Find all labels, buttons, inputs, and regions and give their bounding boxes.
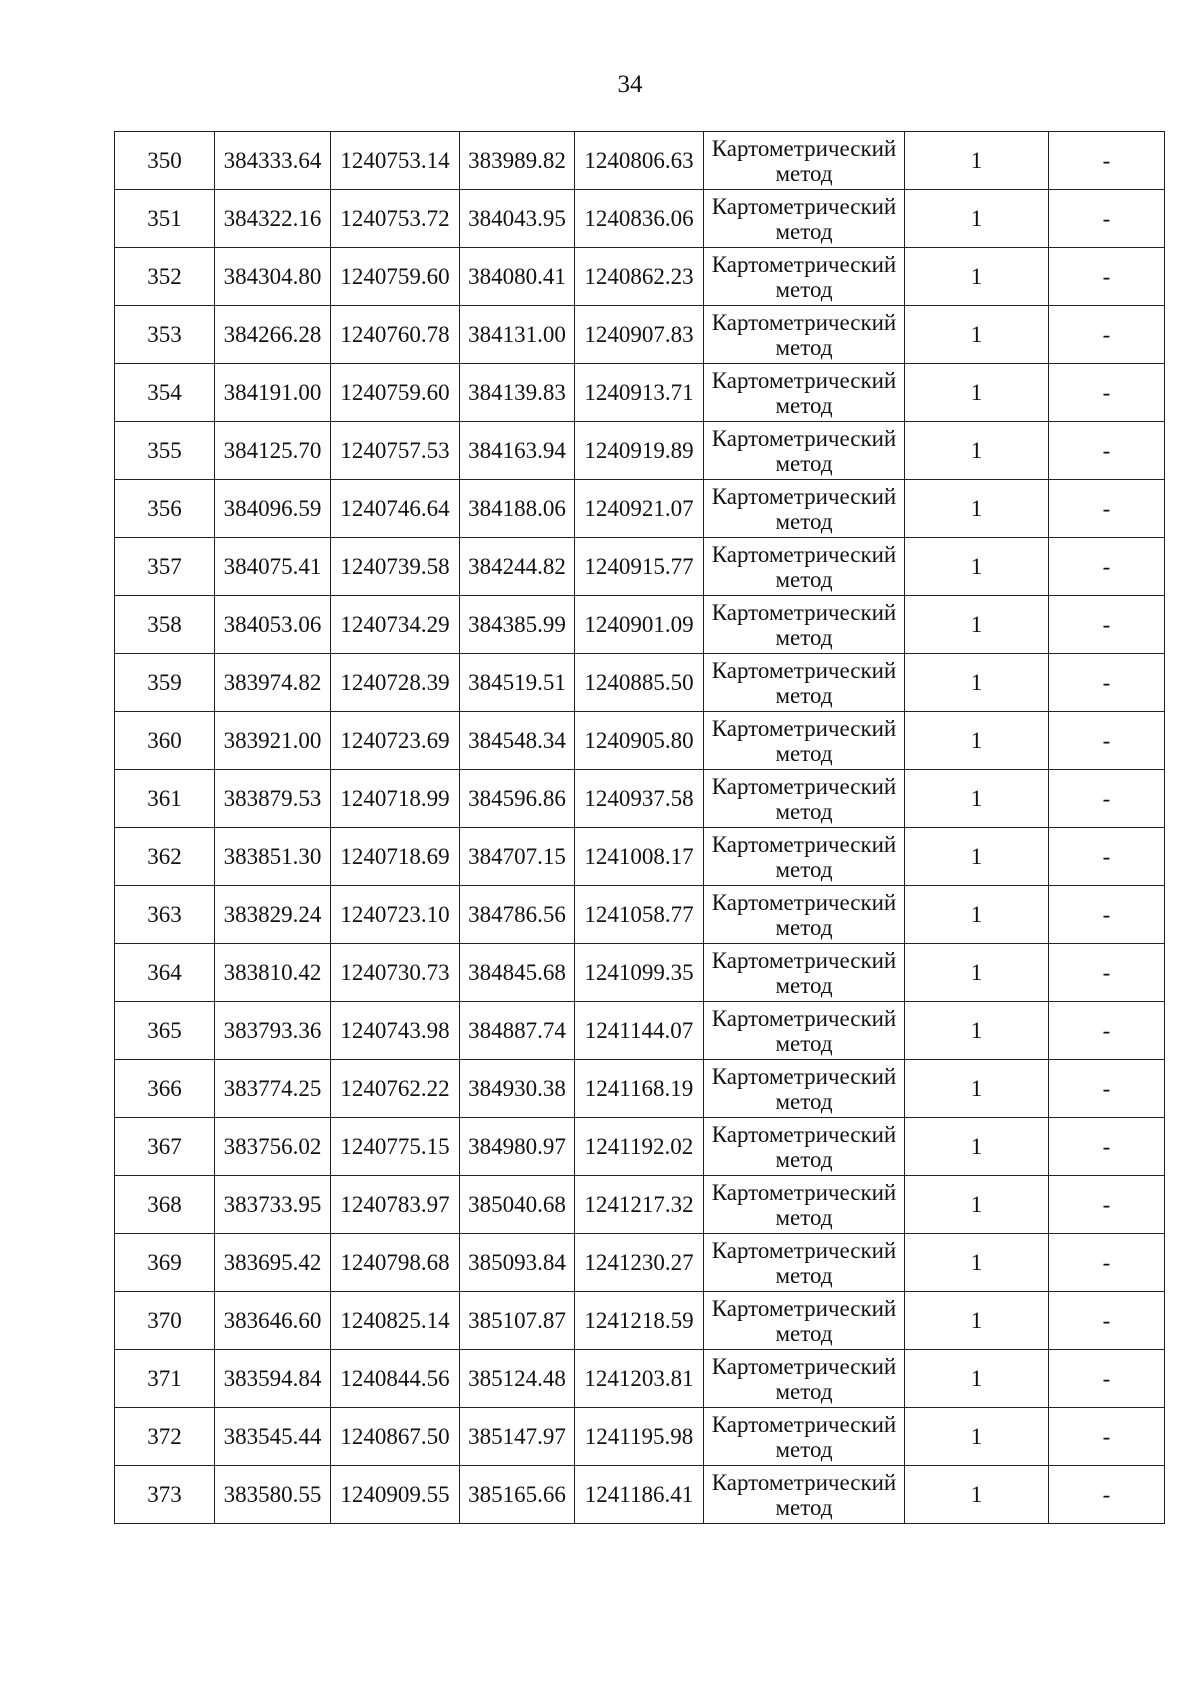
table-row xyxy=(115,422,1165,480)
y-new-cell: 1241144.07 xyxy=(575,1002,704,1060)
method-line-1: Картометрический xyxy=(711,715,897,741)
y-existing-cell: 1240759.60 xyxy=(331,364,460,422)
x-new-cell: 384131.00 xyxy=(460,306,575,364)
table-row xyxy=(115,1176,1165,1234)
accuracy-cell: 1 xyxy=(905,132,1049,190)
accuracy-cell: 1 xyxy=(905,538,1049,596)
method-line-2: метод xyxy=(775,914,833,940)
method-cell xyxy=(704,306,905,364)
x-existing-cell: 384053.06 xyxy=(215,596,331,654)
point-number-cell: 358 xyxy=(115,596,215,654)
x-new-cell: 384980.97 xyxy=(460,1118,575,1176)
method-line-2: метод xyxy=(775,1436,833,1462)
y-existing-cell: 1240759.60 xyxy=(331,248,460,306)
method-line-2: метод xyxy=(775,1378,833,1404)
method-line-2: метод xyxy=(775,1320,833,1346)
method-cell xyxy=(704,1408,905,1466)
y-new-cell: 1241218.59 xyxy=(575,1292,704,1350)
method-line-1: Картометрический xyxy=(711,541,897,567)
y-existing-cell: 1240718.69 xyxy=(331,828,460,886)
point-number-cell: 373 xyxy=(115,1466,215,1524)
x-new-cell: 384139.83 xyxy=(460,364,575,422)
method-cell xyxy=(704,886,905,944)
method-line-1: Картометрический xyxy=(711,1005,897,1031)
x-existing-cell: 383695.42 xyxy=(215,1234,331,1292)
accuracy-cell: 1 xyxy=(905,1350,1049,1408)
x-new-cell: 384188.06 xyxy=(460,480,575,538)
table-row xyxy=(115,944,1165,1002)
x-new-cell: 383989.82 xyxy=(460,132,575,190)
y-existing-cell: 1240783.97 xyxy=(331,1176,460,1234)
x-new-cell: 384845.68 xyxy=(460,944,575,1002)
y-new-cell: 1240919.89 xyxy=(575,422,704,480)
method-cell xyxy=(704,1176,905,1234)
method-line-2: метод xyxy=(775,508,833,534)
x-existing-cell: 383580.55 xyxy=(215,1466,331,1524)
coordinates-table xyxy=(114,131,1165,1524)
note-cell: - xyxy=(1049,248,1165,306)
point-number-cell: 357 xyxy=(115,538,215,596)
table-row xyxy=(115,248,1165,306)
point-number-cell: 367 xyxy=(115,1118,215,1176)
method-cell xyxy=(704,538,905,596)
method-cell xyxy=(704,1060,905,1118)
y-existing-cell: 1240909.55 xyxy=(331,1466,460,1524)
note-cell: - xyxy=(1049,828,1165,886)
point-number-cell: 363 xyxy=(115,886,215,944)
y-existing-cell: 1240746.64 xyxy=(331,480,460,538)
point-number-cell: 360 xyxy=(115,712,215,770)
table-row xyxy=(115,190,1165,248)
x-new-cell: 384519.51 xyxy=(460,654,575,712)
method-cell xyxy=(704,1234,905,1292)
accuracy-cell: 1 xyxy=(905,596,1049,654)
note-cell: - xyxy=(1049,1350,1165,1408)
note-cell: - xyxy=(1049,770,1165,828)
method-line-1: Картометрический xyxy=(711,947,897,973)
y-existing-cell: 1240753.72 xyxy=(331,190,460,248)
table-row xyxy=(115,1060,1165,1118)
method-cell xyxy=(704,1002,905,1060)
x-new-cell: 384163.94 xyxy=(460,422,575,480)
y-new-cell: 1241230.27 xyxy=(575,1234,704,1292)
x-new-cell: 384930.38 xyxy=(460,1060,575,1118)
table-row xyxy=(115,1002,1165,1060)
x-existing-cell: 383733.95 xyxy=(215,1176,331,1234)
note-cell: - xyxy=(1049,422,1165,480)
x-new-cell: 384887.74 xyxy=(460,1002,575,1060)
y-existing-cell: 1240734.29 xyxy=(331,596,460,654)
note-cell: - xyxy=(1049,1176,1165,1234)
y-existing-cell: 1240723.10 xyxy=(331,886,460,944)
y-new-cell: 1240885.50 xyxy=(575,654,704,712)
y-new-cell: 1240937.58 xyxy=(575,770,704,828)
accuracy-cell: 1 xyxy=(905,1292,1049,1350)
x-existing-cell: 383756.02 xyxy=(215,1118,331,1176)
method-line-2: метод xyxy=(775,1030,833,1056)
y-existing-cell: 1240844.56 xyxy=(331,1350,460,1408)
method-line-2: метод xyxy=(775,450,833,476)
accuracy-cell: 1 xyxy=(905,190,1049,248)
point-number-cell: 365 xyxy=(115,1002,215,1060)
note-cell: - xyxy=(1049,132,1165,190)
note-cell: - xyxy=(1049,1118,1165,1176)
method-line-1: Картометрический xyxy=(711,889,897,915)
x-existing-cell: 383810.42 xyxy=(215,944,331,1002)
x-existing-cell: 383851.30 xyxy=(215,828,331,886)
point-number-cell: 355 xyxy=(115,422,215,480)
method-line-1: Картометрический xyxy=(711,1121,897,1147)
note-cell: - xyxy=(1049,654,1165,712)
point-number-cell: 364 xyxy=(115,944,215,1002)
accuracy-cell: 1 xyxy=(905,422,1049,480)
note-cell: - xyxy=(1049,1002,1165,1060)
y-new-cell: 1240905.80 xyxy=(575,712,704,770)
y-new-cell: 1240901.09 xyxy=(575,596,704,654)
method-line-2: метод xyxy=(775,566,833,592)
note-cell: - xyxy=(1049,480,1165,538)
point-number-cell: 353 xyxy=(115,306,215,364)
x-new-cell: 385107.87 xyxy=(460,1292,575,1350)
x-existing-cell: 384191.00 xyxy=(215,364,331,422)
x-existing-cell: 383974.82 xyxy=(215,654,331,712)
y-existing-cell: 1240739.58 xyxy=(331,538,460,596)
table-row xyxy=(115,1292,1165,1350)
accuracy-cell: 1 xyxy=(905,770,1049,828)
x-existing-cell: 383774.25 xyxy=(215,1060,331,1118)
note-cell: - xyxy=(1049,886,1165,944)
y-new-cell: 1241099.35 xyxy=(575,944,704,1002)
y-new-cell: 1241203.81 xyxy=(575,1350,704,1408)
accuracy-cell: 1 xyxy=(905,654,1049,712)
note-cell: - xyxy=(1049,712,1165,770)
method-cell xyxy=(704,712,905,770)
y-existing-cell: 1240743.98 xyxy=(331,1002,460,1060)
method-cell xyxy=(704,248,905,306)
accuracy-cell: 1 xyxy=(905,1118,1049,1176)
note-cell: - xyxy=(1049,596,1165,654)
point-number-cell: 354 xyxy=(115,364,215,422)
x-existing-cell: 383594.84 xyxy=(215,1350,331,1408)
method-line-2: метод xyxy=(775,160,833,186)
point-number-cell: 362 xyxy=(115,828,215,886)
x-existing-cell: 384096.59 xyxy=(215,480,331,538)
method-line-1: Картометрический xyxy=(711,425,897,451)
note-cell: - xyxy=(1049,1466,1165,1524)
table-row xyxy=(115,480,1165,538)
y-new-cell: 1240836.06 xyxy=(575,190,704,248)
method-line-1: Картометрический xyxy=(711,657,897,683)
point-number-cell: 369 xyxy=(115,1234,215,1292)
method-line-2: метод xyxy=(775,1204,833,1230)
accuracy-cell: 1 xyxy=(905,712,1049,770)
method-cell xyxy=(704,1118,905,1176)
x-new-cell: 384596.86 xyxy=(460,770,575,828)
y-existing-cell: 1240718.99 xyxy=(331,770,460,828)
method-line-2: метод xyxy=(775,218,833,244)
x-new-cell: 385040.68 xyxy=(460,1176,575,1234)
method-cell xyxy=(704,596,905,654)
point-number-cell: 366 xyxy=(115,1060,215,1118)
y-existing-cell: 1240757.53 xyxy=(331,422,460,480)
method-cell xyxy=(704,828,905,886)
accuracy-cell: 1 xyxy=(905,886,1049,944)
accuracy-cell: 1 xyxy=(905,306,1049,364)
method-cell xyxy=(704,1350,905,1408)
x-existing-cell: 384304.80 xyxy=(215,248,331,306)
method-line-1: Картометрический xyxy=(711,309,897,335)
accuracy-cell: 1 xyxy=(905,364,1049,422)
point-number-cell: 372 xyxy=(115,1408,215,1466)
x-existing-cell: 383829.24 xyxy=(215,886,331,944)
method-line-1: Картометрический xyxy=(711,1411,897,1437)
x-new-cell: 384080.41 xyxy=(460,248,575,306)
x-new-cell: 384244.82 xyxy=(460,538,575,596)
point-number-cell: 361 xyxy=(115,770,215,828)
note-cell: - xyxy=(1049,1408,1165,1466)
method-cell xyxy=(704,364,905,422)
method-line-2: метод xyxy=(775,972,833,998)
x-existing-cell: 383793.36 xyxy=(215,1002,331,1060)
x-existing-cell: 384266.28 xyxy=(215,306,331,364)
point-number-cell: 350 xyxy=(115,132,215,190)
point-number-cell: 368 xyxy=(115,1176,215,1234)
table-row xyxy=(115,1350,1165,1408)
table-body xyxy=(115,132,1165,1524)
table-row xyxy=(115,1408,1165,1466)
method-line-1: Картометрический xyxy=(711,599,897,625)
y-existing-cell: 1240798.68 xyxy=(331,1234,460,1292)
table-row xyxy=(115,770,1165,828)
table-row xyxy=(115,1118,1165,1176)
accuracy-cell: 1 xyxy=(905,1176,1049,1234)
x-existing-cell: 383646.60 xyxy=(215,1292,331,1350)
table-row xyxy=(115,1234,1165,1292)
y-new-cell: 1241058.77 xyxy=(575,886,704,944)
method-cell xyxy=(704,480,905,538)
method-line-1: Картометрический xyxy=(711,773,897,799)
table-row xyxy=(115,132,1165,190)
accuracy-cell: 1 xyxy=(905,1408,1049,1466)
table-row xyxy=(115,596,1165,654)
y-existing-cell: 1240867.50 xyxy=(331,1408,460,1466)
table-row xyxy=(115,828,1165,886)
note-cell: - xyxy=(1049,1234,1165,1292)
note-cell: - xyxy=(1049,190,1165,248)
x-new-cell: 385147.97 xyxy=(460,1408,575,1466)
note-cell: - xyxy=(1049,1060,1165,1118)
y-new-cell: 1241217.32 xyxy=(575,1176,704,1234)
method-line-1: Картометрический xyxy=(711,1353,897,1379)
y-existing-cell: 1240825.14 xyxy=(331,1292,460,1350)
accuracy-cell: 1 xyxy=(905,1002,1049,1060)
method-line-1: Картометрический xyxy=(711,1295,897,1321)
table-row xyxy=(115,712,1165,770)
method-cell xyxy=(704,770,905,828)
page-number: 34 xyxy=(617,71,643,98)
table-row xyxy=(115,538,1165,596)
accuracy-cell: 1 xyxy=(905,1234,1049,1292)
y-new-cell: 1241168.19 xyxy=(575,1060,704,1118)
y-new-cell: 1241186.41 xyxy=(575,1466,704,1524)
method-line-2: метод xyxy=(775,334,833,360)
method-cell xyxy=(704,944,905,1002)
method-line-1: Картометрический xyxy=(711,367,897,393)
accuracy-cell: 1 xyxy=(905,248,1049,306)
y-existing-cell: 1240762.22 xyxy=(331,1060,460,1118)
method-line-2: метод xyxy=(775,1088,833,1114)
table-row xyxy=(115,1466,1165,1524)
x-new-cell: 384043.95 xyxy=(460,190,575,248)
method-line-1: Картометрический xyxy=(711,1237,897,1263)
method-line-2: метод xyxy=(775,856,833,882)
x-new-cell: 385124.48 xyxy=(460,1350,575,1408)
y-new-cell: 1241008.17 xyxy=(575,828,704,886)
y-existing-cell: 1240730.73 xyxy=(331,944,460,1002)
y-existing-cell: 1240760.78 xyxy=(331,306,460,364)
method-cell xyxy=(704,422,905,480)
x-new-cell: 385093.84 xyxy=(460,1234,575,1292)
table-row xyxy=(115,654,1165,712)
note-cell: - xyxy=(1049,538,1165,596)
x-existing-cell: 384322.16 xyxy=(215,190,331,248)
y-new-cell: 1240913.71 xyxy=(575,364,704,422)
x-new-cell: 384548.34 xyxy=(460,712,575,770)
point-number-cell: 356 xyxy=(115,480,215,538)
point-number-cell: 370 xyxy=(115,1292,215,1350)
method-cell xyxy=(704,1466,905,1524)
method-line-2: метод xyxy=(775,798,833,824)
method-line-1: Картометрический xyxy=(711,135,897,161)
table-row xyxy=(115,306,1165,364)
x-new-cell: 384385.99 xyxy=(460,596,575,654)
note-cell: - xyxy=(1049,1292,1165,1350)
method-line-1: Картометрический xyxy=(711,193,897,219)
accuracy-cell: 1 xyxy=(905,1466,1049,1524)
table-row xyxy=(115,364,1165,422)
x-existing-cell: 383545.44 xyxy=(215,1408,331,1466)
point-number-cell: 351 xyxy=(115,190,215,248)
accuracy-cell: 1 xyxy=(905,480,1049,538)
method-line-1: Картометрический xyxy=(711,1469,897,1495)
method-line-1: Картометрический xyxy=(711,483,897,509)
x-new-cell: 385165.66 xyxy=(460,1466,575,1524)
point-number-cell: 371 xyxy=(115,1350,215,1408)
accuracy-cell: 1 xyxy=(905,944,1049,1002)
x-existing-cell: 384075.41 xyxy=(215,538,331,596)
method-line-2: метод xyxy=(775,392,833,418)
note-cell: - xyxy=(1049,306,1165,364)
method-cell xyxy=(704,1292,905,1350)
point-number-cell: 352 xyxy=(115,248,215,306)
y-new-cell: 1240907.83 xyxy=(575,306,704,364)
method-line-2: метод xyxy=(775,740,833,766)
method-cell xyxy=(704,190,905,248)
x-new-cell: 384786.56 xyxy=(460,886,575,944)
method-line-1: Картометрический xyxy=(711,251,897,277)
accuracy-cell: 1 xyxy=(905,1060,1049,1118)
y-existing-cell: 1240723.69 xyxy=(331,712,460,770)
y-existing-cell: 1240728.39 xyxy=(331,654,460,712)
method-line-1: Картометрический xyxy=(711,1063,897,1089)
note-cell: - xyxy=(1049,944,1165,1002)
x-existing-cell: 383879.53 xyxy=(215,770,331,828)
accuracy-cell: 1 xyxy=(905,828,1049,886)
method-line-2: метод xyxy=(775,1262,833,1288)
method-line-2: метод xyxy=(775,682,833,708)
y-new-cell: 1240915.77 xyxy=(575,538,704,596)
y-existing-cell: 1240753.14 xyxy=(331,132,460,190)
y-new-cell: 1240862.23 xyxy=(575,248,704,306)
method-line-2: метод xyxy=(775,276,833,302)
x-existing-cell: 384333.64 xyxy=(215,132,331,190)
y-new-cell: 1240921.07 xyxy=(575,480,704,538)
method-line-1: Картометрический xyxy=(711,1179,897,1205)
method-line-1: Картометрический xyxy=(711,831,897,857)
x-new-cell: 384707.15 xyxy=(460,828,575,886)
table-row xyxy=(115,886,1165,944)
y-new-cell: 1241195.98 xyxy=(575,1408,704,1466)
method-line-2: метод xyxy=(775,624,833,650)
x-existing-cell: 383921.00 xyxy=(215,712,331,770)
y-new-cell: 1240806.63 xyxy=(575,132,704,190)
y-new-cell: 1241192.02 xyxy=(575,1118,704,1176)
method-line-2: метод xyxy=(775,1146,833,1172)
y-existing-cell: 1240775.15 xyxy=(331,1118,460,1176)
point-number-cell: 359 xyxy=(115,654,215,712)
note-cell: - xyxy=(1049,364,1165,422)
method-cell xyxy=(704,132,905,190)
x-existing-cell: 384125.70 xyxy=(215,422,331,480)
method-line-2: метод xyxy=(775,1494,833,1520)
method-cell xyxy=(704,654,905,712)
